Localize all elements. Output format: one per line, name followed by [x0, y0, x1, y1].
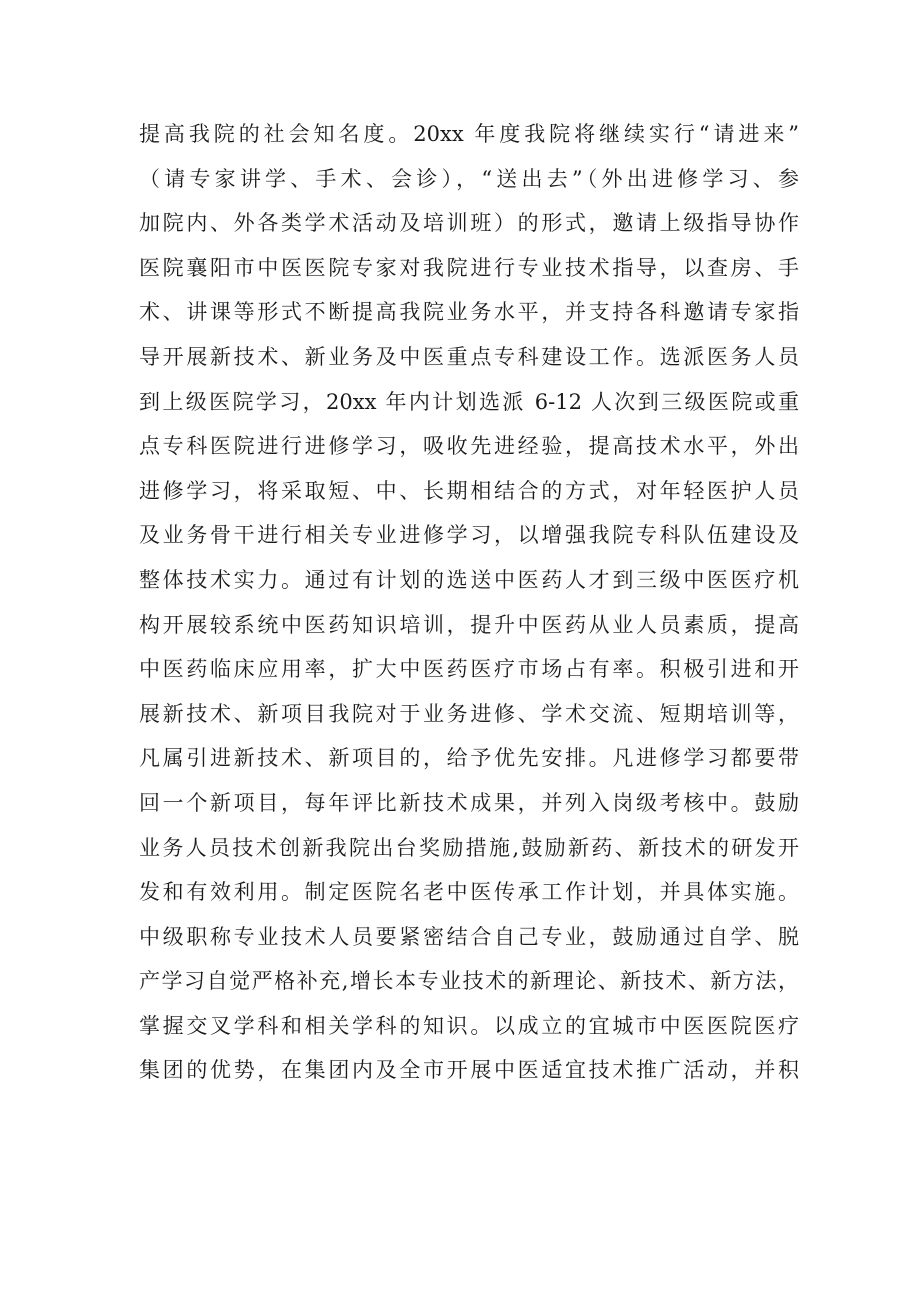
text-line: 中级职称专业技术人员要紧密结合自己专业，鼓励通过自学、脱: [139, 924, 799, 949]
text-line: 医院襄阳市中医医院专家对我院进行专业技术指导，以查房、手: [139, 255, 799, 280]
text-line: 中医药临床应用率，扩大中医药医疗市场占有率。积极引进和开: [139, 657, 799, 682]
text-line: 凡属引进新技术、新项目的，给予优先安排。凡进修学习都要带: [139, 746, 799, 771]
text-line: 产学习自觉严格补充,增长本专业技术的新理论、新技术、新方法，: [139, 969, 799, 994]
text-line: 展新技术、新项目我院对于业务进修、学术交流、短期培训等，: [139, 701, 799, 726]
text-line: （请专家讲学、手术、会诊），“送出去”（外出进修学习、参: [139, 166, 799, 191]
text-line: 发和有效利用。制定医院名老中医传承工作计划，并具体实施。: [139, 880, 799, 905]
text-line: 回一个新项目，每年评比新技术成果，并列入岗级考核中。鼓励: [139, 790, 799, 815]
text-line: 掌握交叉学科和相关学科的知识。以成立的宜城市中医医院医疗: [139, 1013, 799, 1038]
text-line: 导开展新技术、新业务及中医重点专科建设工作。选派医务人员: [139, 344, 799, 369]
text-line: 集团的优势，在集团内及全市开展中医适宜技术推广活动，并积: [139, 1058, 799, 1083]
text-line: 术、讲课等形式不断提高我院业务水平，并支持各科邀请专家指: [139, 300, 799, 325]
text-line: 整体技术实力。通过有计划的选送中医药人才到三级中医医疗机: [139, 567, 799, 592]
text-line: 点专科医院进行进修学习，吸收先进经验，提高技术水平，外出: [139, 434, 799, 459]
text-line: 提高我院的社会知名度。20xx 年度我院将继续实行“请进来”: [139, 122, 799, 146]
text-line: 及业务骨干进行相关专业进修学习，以增强我院专科队伍建设及: [139, 523, 799, 548]
text-line: 业务人员技术创新我院出台奖励措施,鼓励新药、新技术的研发开: [139, 835, 799, 860]
text-line: 进修学习，将采取短、中、长期相结合的方式，对年轻医护人员: [139, 478, 799, 503]
text-line: 构开展较系统中医药知识培训，提升中医药从业人员素质，提高: [139, 612, 799, 637]
text-line: 加院内、外各类学术活动及培训班）的形式，邀请上级指导协作: [139, 211, 799, 236]
body-paragraph: [139, 112, 799, 1093]
text-line: 到上级医院学习，20xx 年内计划选派 6-12 人次到三级医院或重: [139, 389, 799, 414]
